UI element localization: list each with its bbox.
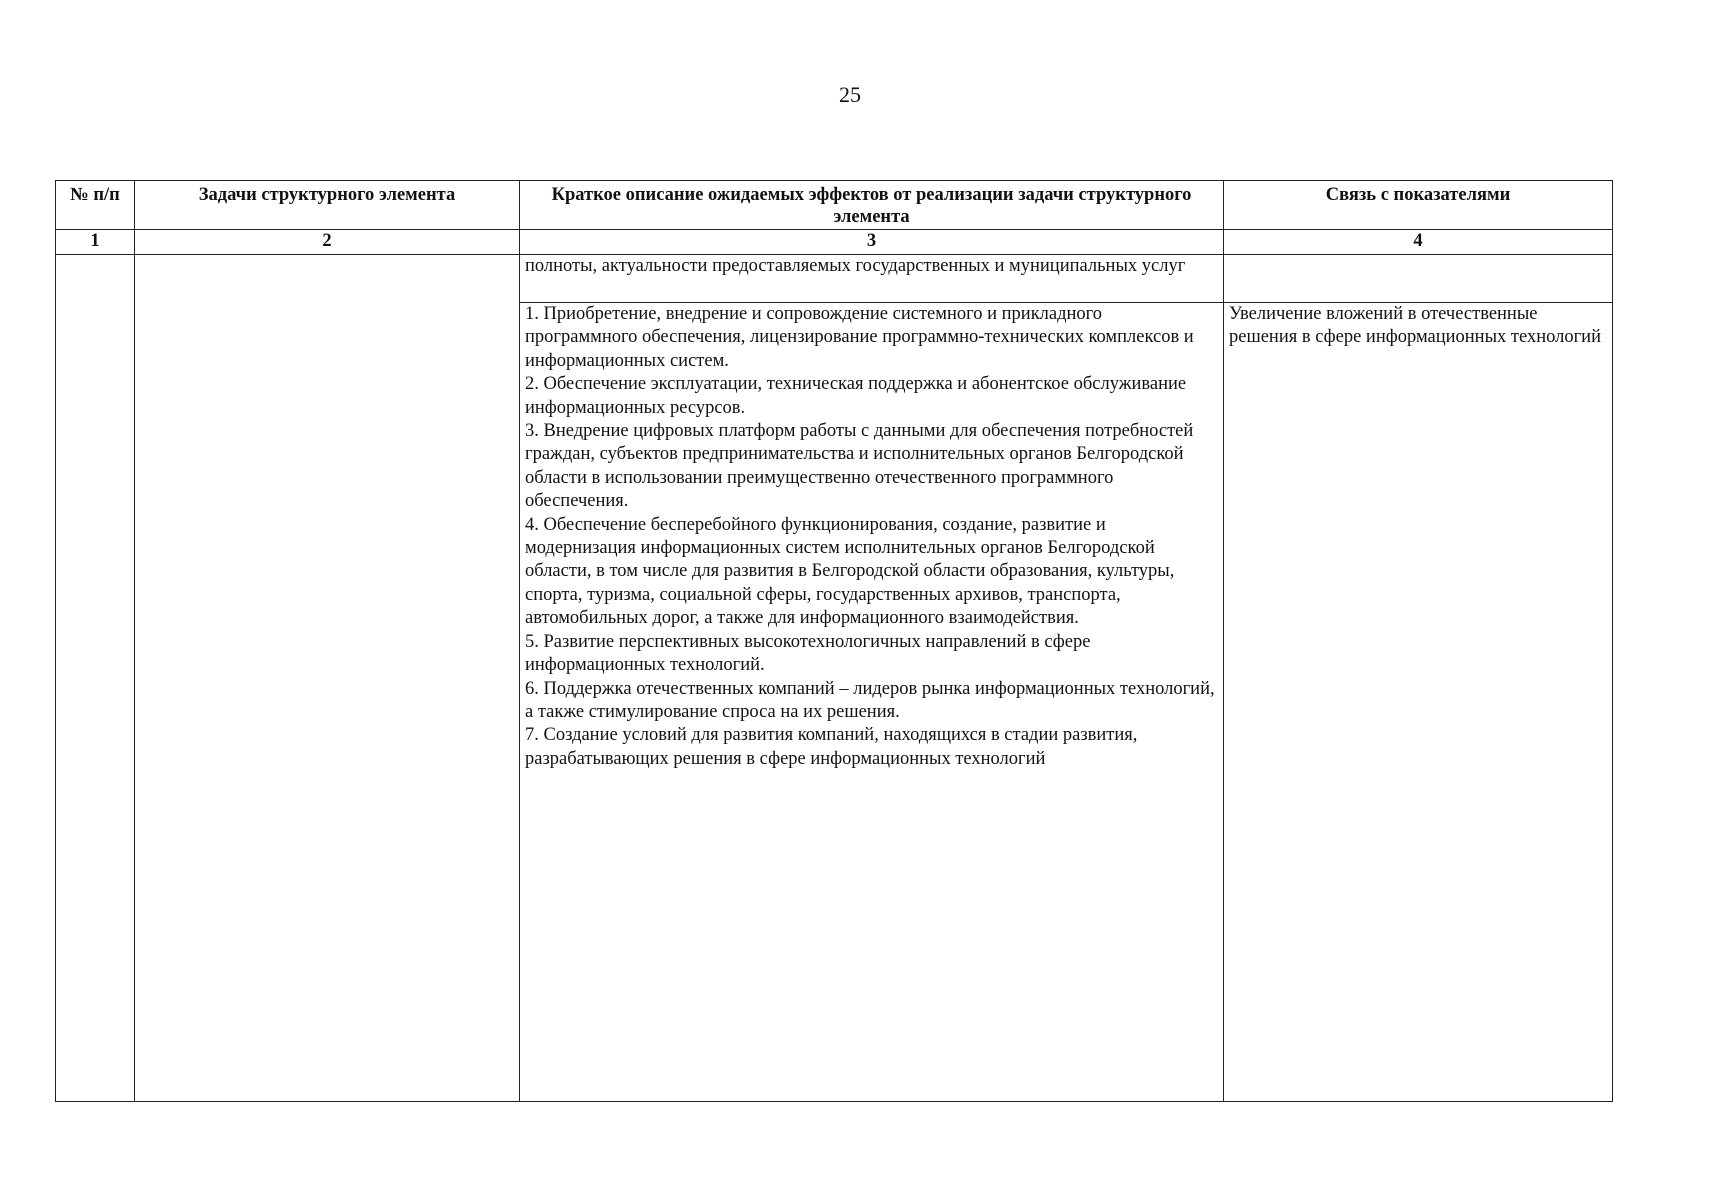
effect-item: 5. Развитие перспективных высокотехнологичных направлений в сфере информационных технологий. [525,631,1091,676]
effects-cell-continuation: полноты, актуальности предоставляемых государственных и муниципальных услуг [520,255,1224,303]
header-effects-description: Краткое описание ожидаемых эффектов от реализации задачи структурного элемента [520,181,1224,230]
page-number: 25 [839,82,861,107]
number-cell [56,255,135,1102]
indicators-cell-empty [1224,255,1613,303]
table-row [56,255,1613,303]
effect-item: 6. Поддержка отечественных компаний – лидеров рынка информационных технологий, а также стимулирование спроса на их решения. [525,678,1215,722]
column-number: 3 [520,230,1224,255]
effect-item: 7. Создание условий для развития компаний, находящихся в стадии развития, разрабатывающих решения в сфере информационных технологий [525,725,1138,769]
column-number: 4 [1224,230,1613,255]
header-number: № п/п [56,181,135,230]
effect-item: 4. Обеспечение бесперебойного функционирования, создание, развитие и модернизация информационных систем исполнительных органов Белгородской области, в том числе для развития в Белгородской области образования, культуры, спорта, туризма, социальной сферы, государственных архивов, транспорта, автомобильных дорог, а также для информационного взаимодействия. [525,514,1175,629]
effect-item: 3. Внедрение цифровых платформ работы с данными для обеспечения потребностей граждан, субъектов предпринимательства и исполнительных органов Белгородской области в использовании преимущественно отечественного программного обеспечения. [525,421,1194,512]
table-header-row [56,181,1613,230]
tasks-cell [135,255,520,1102]
effect-item: 2. Обеспечение эксплуатации, техническая поддержка и абонентское обслуживание информационных ресурсов. [525,374,1187,418]
column-number: 2 [135,230,520,255]
column-number-row [56,230,1613,255]
header-indicators-link: Связь с показателями [1224,181,1613,230]
column-number: 1 [56,230,135,255]
effects-cell [520,303,1224,1102]
effect-item: 1. Приобретение, внедрение и сопровождение системного и прикладного программного обеспечения, лицензирование программно-технических комплексов и информационных систем. [525,304,1194,371]
tasks-table [55,180,1613,1102]
header-tasks: Задачи структурного элемента [135,181,520,230]
indicators-cell: Увеличение вложений в отечественные решения в сфере информационных технологий [1224,303,1613,1102]
